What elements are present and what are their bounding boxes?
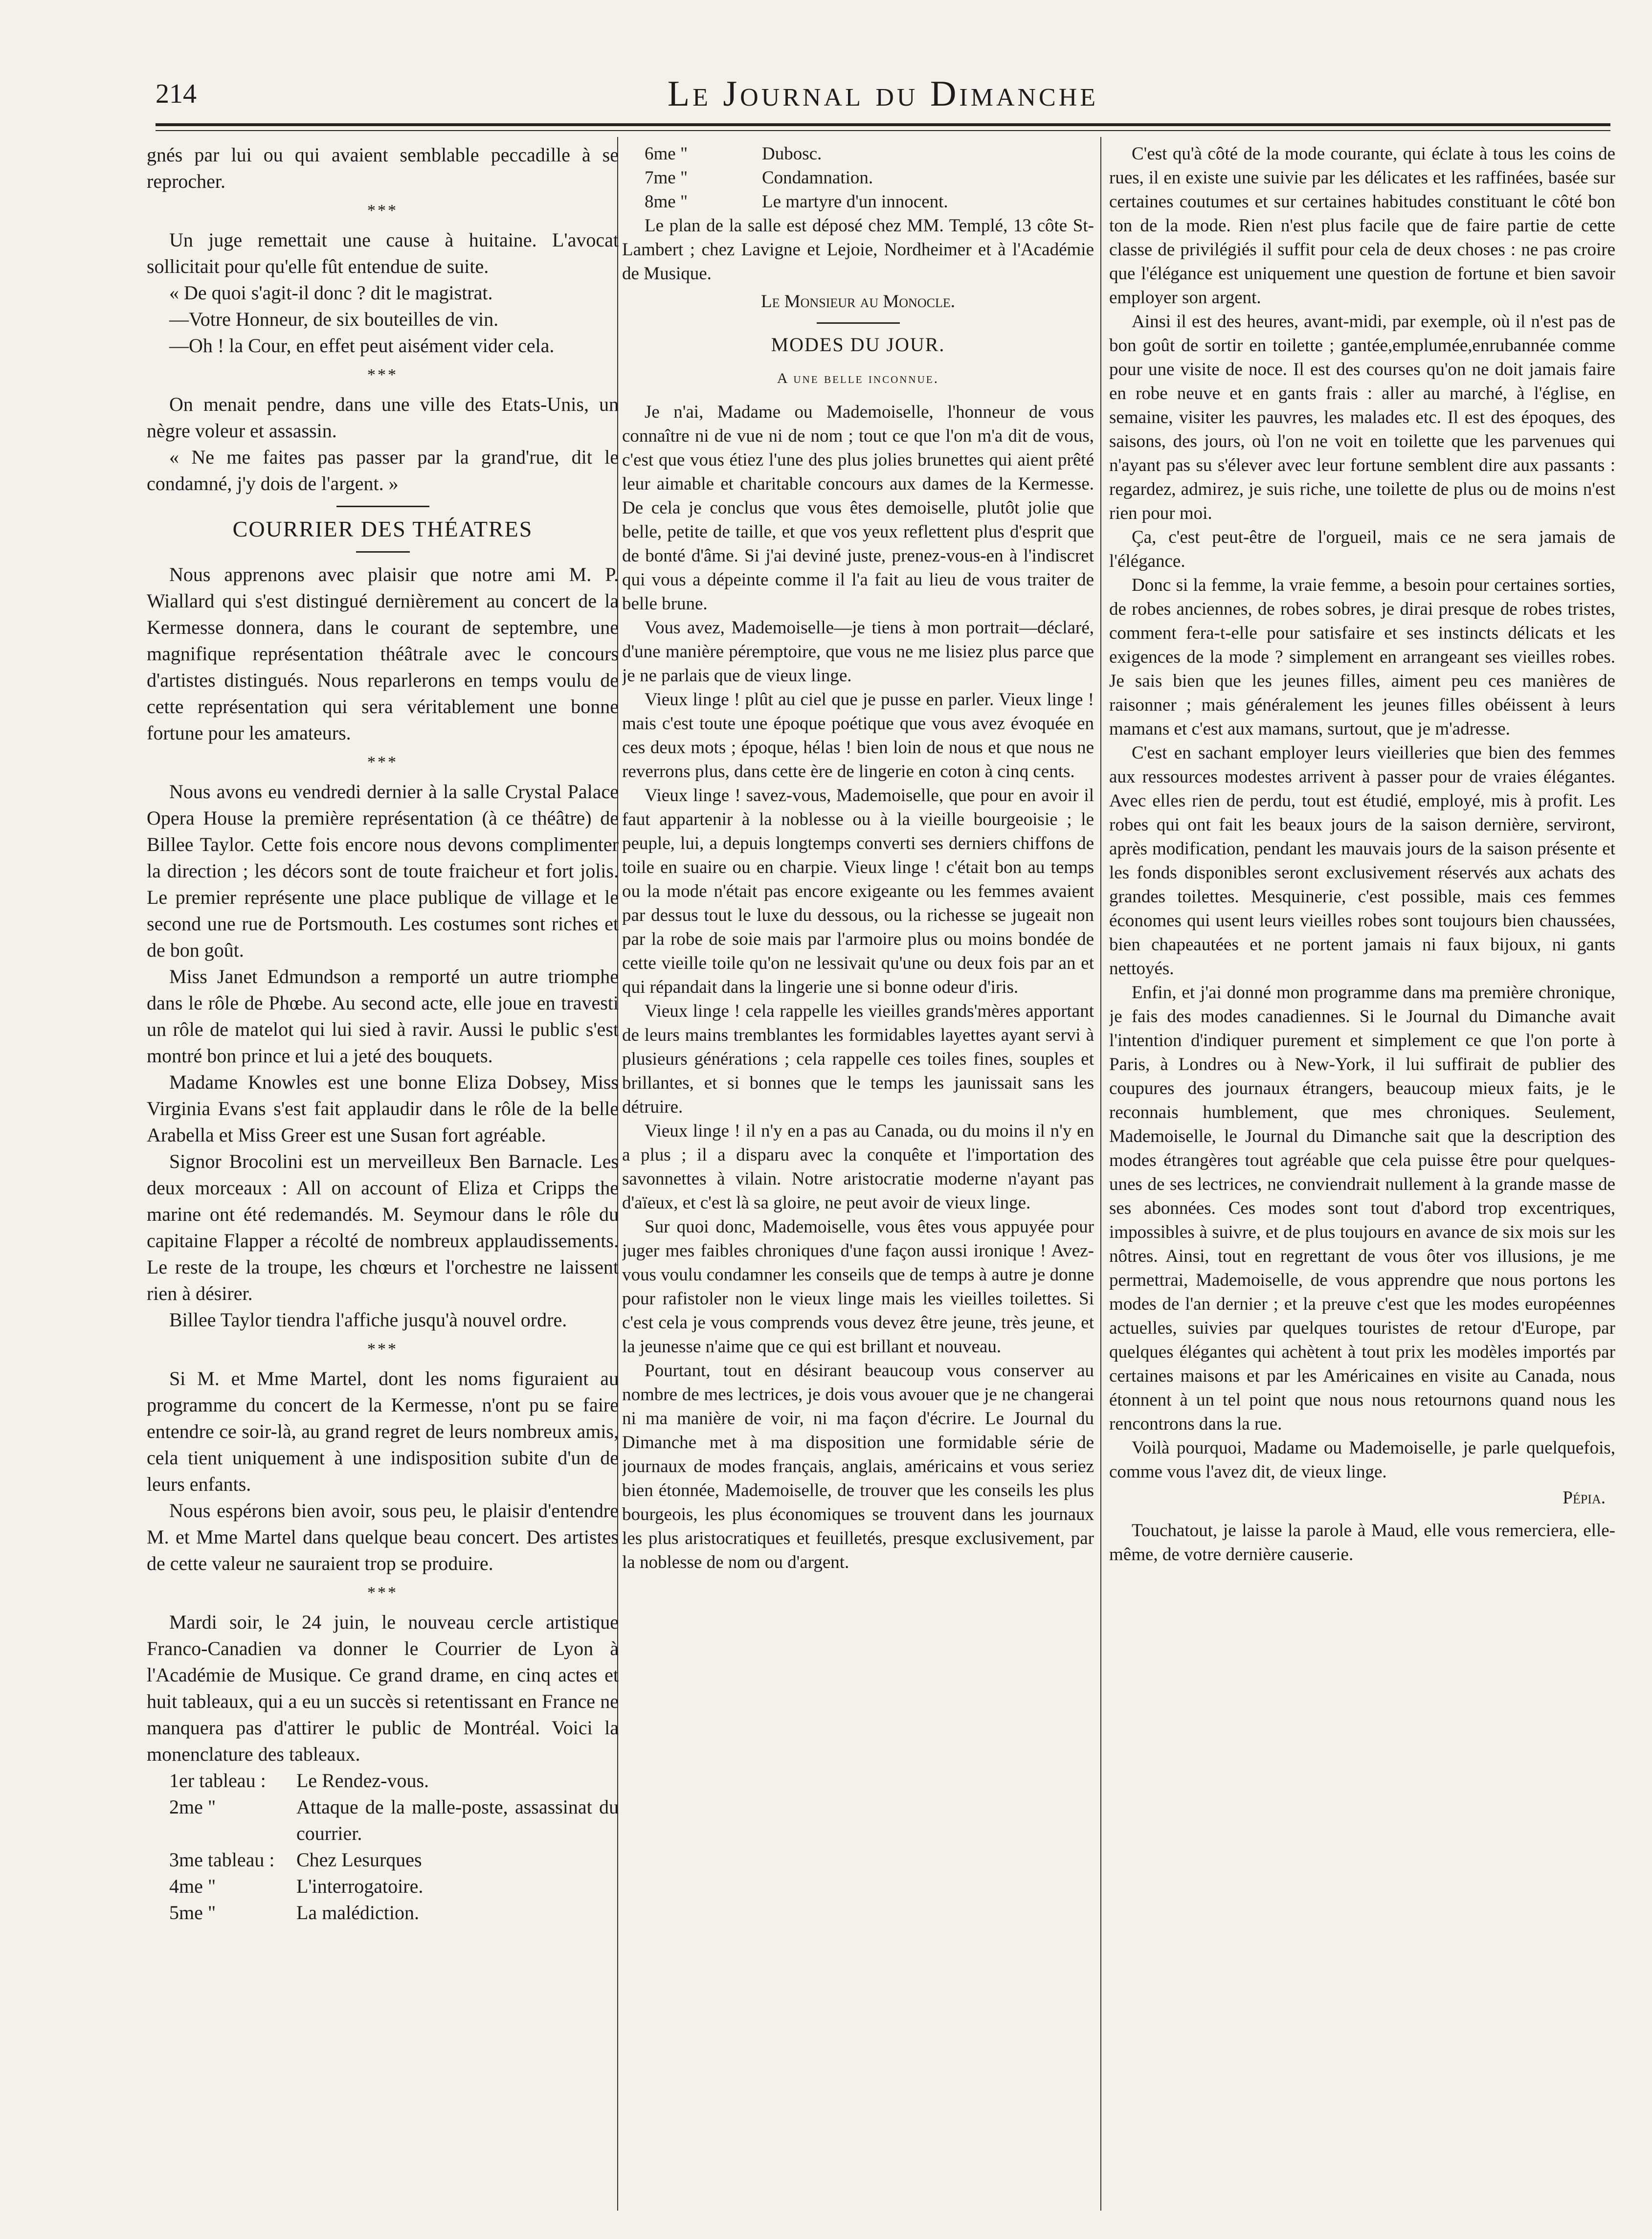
header-rule (156, 123, 1610, 126)
list-key: 3me tableau : (169, 1849, 275, 1871)
paragraph: « De quoi s'agit-il donc ? dit le magistrat. (169, 282, 493, 304)
column-left (147, 142, 619, 2211)
list-key: 7me " (645, 168, 688, 188)
page-number: 214 (156, 79, 197, 109)
paragraph: Vous avez, Mademoiselle—je tiens à mon portrait—déclaré, d'une manière péremptoire, que vous ne me lisiez plus parce que je ne parlais que de vieux linge. (622, 618, 1094, 686)
paragraph: On menait pendre, dans une ville des Etats-Unis, un nègre voleur et assassin. (147, 393, 619, 442)
list-item (169, 1900, 619, 1926)
paragraph: Pourtant, tout en désirant beaucoup vous conserver au nombre de mes lectrices, je dois vous avouer que je ne changerai ni ma manière de voir, ni ma façon d'écrire. Le Journal du Dimanche met à ma disposition une formidable série de journaux de modes français, anglais, américains et vous seriez bien étonnée, Mademoiselle, de trouver que les conseils les plus bourgeois, les plus économiques se trouvent dans les journaux les plus aristocratiques et feuilletés, presque exclusivement, par la noblesse de nom ou d'argent. (622, 1361, 1094, 1572)
list-item (169, 1847, 619, 1873)
list-key: 4me " (169, 1875, 216, 1897)
section-title: MODES DU JOUR. (771, 334, 945, 356)
paragraph: Madame Knowles est une bonne Eliza Dobsey, Miss Virginia Evans s'est fait applaudir dans le rôle de la belle Arabella et Miss Greer est une Susan fort agréable. (147, 1071, 619, 1146)
paragraph: C'est en sachant employer leurs vieilleries que bien des femmes aux ressources modestes arrivent à passer pour de vraies élégantes. Avec elles rien de perdu, tout est étudié, employé, mis à profit. Les robes qui ont fait les beaux jours de la saison dernière, serviront, après modification, pendant les mauvais jours de la saison présente et les fonds disponibles seront exclusivement réservés aux achats des grandes toilettes. Mesquinerie, c'est possible, mais ces femmes économes qui usent leurs vieilles robes sont toujours bien chaussées, bien chapeautées et ne portent jamais ni faux bijoux, ni gants nettoyés. (1109, 743, 1615, 979)
list-value: La malédiction. (296, 1902, 420, 1924)
list-value: Attaque de la malle-poste, assassinat du courrier. (296, 1796, 619, 1844)
list-value: Chez Lesurques (296, 1849, 422, 1871)
paragraph: Voilà pourquoi, Madame ou Mademoiselle, je parle quelquefois, comme vous l'avez dit, de vieux linge. (1109, 1438, 1615, 1482)
list-value: Condamnation. (762, 168, 873, 188)
list-item (169, 1768, 619, 1794)
list-key: 2me " (169, 1796, 216, 1818)
list-item (645, 166, 1094, 190)
separator-rule (336, 506, 429, 507)
paragraph: Ainsi il est des heures, avant-midi, par exemple, où il n'est pas de bon goût de sortir en toilette ; gantée,emplumée,enrubannée comme pour une visite de noce. Il est des courses qu'on ne doit jamais faire en robe neuve et en gants frais : aller au marché, à l'église, en semaine, visiter les pauvres, les malades etc. Il est des époques, des saisons, des jours, où l'on ne voit en toilette que les parvenues qui n'ayant pas su s'élever avec leur fortune semblent dire aux passants : regardez, admirez, je suis riche, une toilette de plus ou de moins n'est rien pour moi. (1109, 312, 1615, 523)
list-value: Le martyre d'un innocent. (762, 192, 948, 212)
paragraph: Touchatout, je laisse la parole à Maud, elle vous remerciera, elle-même, de votre dernière causerie. (1109, 1521, 1615, 1565)
column-right (1109, 142, 1615, 2211)
page-header (156, 73, 1610, 117)
column-middle (622, 142, 1094, 2211)
paragraph: Si M. et Mme Martel, dont les noms figuraient au programme du concert de la Kermesse, n'ont pu se faire entendre ce soir-là, au grand regret de leurs nombreux amis, cela tient uniquement à une indisposition subite d'un de leurs enfants. (147, 1367, 619, 1495)
header-rule-thin (156, 130, 1610, 131)
signature: Pépia. (1563, 1488, 1606, 1508)
paragraph: Miss Janet Edmundson a remporté un autre triomphe dans le rôle de Phœbe. Au second acte, elle joue en travesti un rôle de matelot qui lui sied à ravir. Aussi le public s'est montré bon prince et lui a jeté des bouquets. (147, 965, 619, 1067)
asterism: *** (367, 753, 398, 771)
paragraph: Donc si la femme, la vraie femme, a besoin pour certaines sorties, de robes anciennes, de robes sobres, je dirai presque de robes tristes, comment fera-t-elle pour satisfaire et ses instincts délicats et les exigences de la mode ? simplement en arrangeant ses vieilles robes. Je sais bien que les jeunes filles, aiment peu ces manières de raisonner ; mais généralement les jeunes filles obéissent à leurs mamans et c'est aux mamans, surtout, que je m'adresse. (1109, 575, 1615, 739)
paragraph: Nous avons eu vendredi dernier à la salle Crystal Palace Opera House la première représentation (à ce théâtre) de Billee Taylor. Cette fois encore nous devons complimenter la direction ; les décors sont de toute fraicheur et fort jolis. Le premier représente une place publique de village et le second une rue de Portsmouth. Les costumes sont riches et de bon goût. (147, 781, 619, 961)
paragraph: Sur quoi donc, Mademoiselle, vous êtes vous appuyée pour juger mes faibles chroniques d'une façon aussi ironique ! Avez-vous voulu condamner les conseils que de temps à autre je donne pour rafistoler non le vieux linge mais les vieilles toilettes. Si c'est cela je vous comprends vous devez être jeune, très jeune, et la jeunesse n'aime que ce qui est brillant et nouveau. (622, 1217, 1094, 1357)
masthead-title: Le Journal du Dimanche (667, 74, 1099, 114)
asterism: *** (367, 202, 398, 220)
list-key: 8me " (645, 192, 688, 212)
paragraph: Vieux linge ! savez-vous, Mademoiselle, que pour en avoir il faut appartenir à la noblesse ou à la vieille bourgeoisie ; le peuple, lui, a depuis longtemps converti ses derniers chiffons de toile en suaire ou en charpie. Vieux linge ! c'était bon au temps ou la mode n'était pas encore exigeante ou les femmes avaient par dessus tout le luxe du dessous, ou la richesse se jugeait non par la robe de soie mais par l'armoire plus ou moins bondée de cette vieille toile qu'on ne lessivait qu'une ou deux fois par an et qui répandait dans la lingerie une si bonne odeur d'iris. (622, 785, 1094, 997)
subheading: A une belle inconnue. (777, 370, 939, 386)
list-value: Le Rendez-vous. (296, 1769, 429, 1791)
paragraph: Mardi soir, le 24 juin, le nouveau cercle artistique Franco-Canadien va donner le Courrier de Lyon à l'Académie de Musique. Ce grand drame, en cinq actes et huit tableaux, qui a eu un succès si retentissant en France ne manquera pas d'attirer le public de Montréal. Voici la monenclature des tableaux. (147, 1611, 619, 1765)
paragraph: Vieux linge ! cela rappelle les vieilles grands'mères apportant de leurs mains tremblantes les formidables layettes ayant servi à plusieurs générations ; cela rappelle ces toiles fines, souples et brillantes, et si bonnes que le temps les jaunissait sans les détruire. (622, 1001, 1094, 1117)
list-key: 5me " (169, 1902, 216, 1924)
paragraph: « Ne me faites pas passer par la grand'rue, dit le condamné, j'y dois de l'argent. » (147, 446, 619, 494)
list-item (645, 190, 1094, 214)
paragraph: Signor Brocolini est un merveilleux Ben Barnacle. Les deux morceaux : All on account of Eliza et Cripps the marine ont été redemandés. M. Seymour dans le rôle du capitaine Flapper a récolté de nombreux applaudissements. Le reste de la troupe, les chœurs et l'orchestre ne laissent rien à désirer. (147, 1150, 619, 1304)
asterism: *** (367, 1340, 398, 1358)
separator-rule (817, 322, 900, 324)
list-key: 6me " (645, 144, 688, 164)
paragraph: Nous apprenons avec plaisir que notre ami M. P. Wiallard qui s'est distingué dernièrement au concert de la Kermesse donnera, dans le courant de septembre, une magnifique représentation théâtrale avec le concours d'artistes distingués. Nous reparlerons en temps voulu de cette représentation qui sera véritablement une bonne fortune pour les amateurs. (147, 563, 619, 744)
asterism: *** (367, 366, 398, 384)
tableau-list (147, 1768, 619, 1926)
list-value: L'interrogatoire. (296, 1875, 424, 1897)
paragraph: Je n'ai, Madame ou Mademoiselle, l'honneur de vous connaître ni de vue ni de nom ; tout ce que l'on m'a dit de vous, c'est que vous étiez l'une des plus jolies brunettes qui aient prêté leur aimable et charitable concours aux dames de la Kermesse. De cela je conclus que vous êtes demoiselle, plutôt jolie que belle, petite de taille, et que vos yeux reflettent plus d'esprit que de bonté d'âme. Si j'ai deviné juste, prenez-vous-en à l'indiscret qui vous a dépeinte comme il l'a fait au lieu de vous traiter de belle brune. (622, 402, 1094, 614)
asterism: *** (367, 1584, 398, 1602)
list-item (169, 1794, 619, 1847)
paragraph: Vieux linge ! il n'y en a pas au Canada, ou du moins il n'y en a plus ; il a disparu avec la conquête et l'importation des savonnettes à vilain. Notre aristocratie moderne n'ayant pas d'aïeux, et c'est là sa gloire, ne peut avoir de vieux linge. (622, 1121, 1094, 1213)
paragraph: C'est qu'à côté de la mode courante, qui éclate à tous les coins de rues, il en existe une suivie par les délicates et les raffinées, basée sur certaines coutumes et sur certaines habitudes constituant le côté bon ton de la mode. Rien n'est plus facile que de faire partie de cette classe de privilégiés il suffit pour cela de deux choses : ne pas croire que l'élégance est uniquement une question de fortune et bien savoir employer son argent. (1109, 144, 1615, 308)
paragraph: Enfin, et j'ai donné mon programme dans ma première chronique, je fais des modes canadiennes. Si le Journal du Dimanche avait l'intention d'indiquer purement et simplement ce que l'on porte à Paris, à Londres ou à New-York, il lui suffirait de publier des coupures des journaux étrangers, beaucoup mieux faits, je le reconnais humblement, que mes chroniques. Seulement, Mademoiselle, le Journal du Dimanche sait que la description des modes étrangères tout agréable que cela puisse être pour quelques-unes de ses lectrices, ne conviendrait nullement à la grande masse de ses abonnées. Ces modes sont tout d'abord trop excentriques, impossibles à suivre, et de plus toujours en avance de six mois sur les nôtres. Ainsi, tout en regrettant de vous ôter vos illusions, je me permettrai, Mademoiselle, de vous apprendre que nous portons les modes de l'an dernier ; et la preuve c'est que les modes européennes actuelles, suivies par quelques touristes de retour d'Europe, par quelques élégantes qui achètent à tout prix les modèles importés par certaines maisons et par les Américaines en visite au Canada, nous étonnent à un tel point que nous nous retournons quand nous les rencontrons dans la rue. (1109, 983, 1615, 1434)
paragraph: Le plan de la salle est déposé chez MM. Templé, 13 côte St-Lambert ; chez Lavigne et Lejoie, Nordheimer et à l'Académie de Musique. (622, 216, 1094, 284)
list-key: 1er tableau : (169, 1769, 266, 1791)
list-item (645, 142, 1094, 166)
signature: Le Monsieur au Monocle. (761, 291, 955, 312)
list-value: Dubosc. (762, 144, 822, 164)
list-item (169, 1873, 619, 1900)
paragraph: Vieux linge ! plût au ciel que je pusse en parler. Vieux linge ! mais c'est toute une époque poétique que vous avez évoquée en ces deux mots ; époque, hélas ! bien loin de nous et que nous ne reverrons plus, dans cette ère de lingerie en coton à cinq cents. (622, 690, 1094, 782)
separator-rule (356, 551, 410, 553)
paragraph: Nous espérons bien avoir, sous peu, le plaisir d'entendre M. et Mme Martel dans quelque beau concert. Des artistes de cette valeur ne sauraient trop se produire. (147, 1500, 619, 1574)
column-divider (1100, 137, 1101, 2211)
section-title: COURRIER DES THÉATRES (232, 516, 533, 541)
paragraph: gnés par lui ou qui avaient semblable peccadille à se reprocher. (147, 144, 619, 192)
paragraph: —Oh ! la Cour, en effet peut aisément vider cela. (169, 335, 555, 357)
tableau-list (622, 142, 1094, 214)
paragraph: Ça, c'est peut-être de l'orgueil, mais ce ne sera jamais de l'élégance. (1109, 527, 1615, 571)
paragraph: Billee Taylor tiendra l'affiche jusqu'à nouvel ordre. (169, 1309, 567, 1331)
paragraph: Un juge remettait une cause à huitaine. L'avocat sollicitait pour qu'elle fût entendue de suite. (147, 229, 619, 277)
paragraph: —Votre Honneur, de six bouteilles de vin. (169, 308, 499, 330)
